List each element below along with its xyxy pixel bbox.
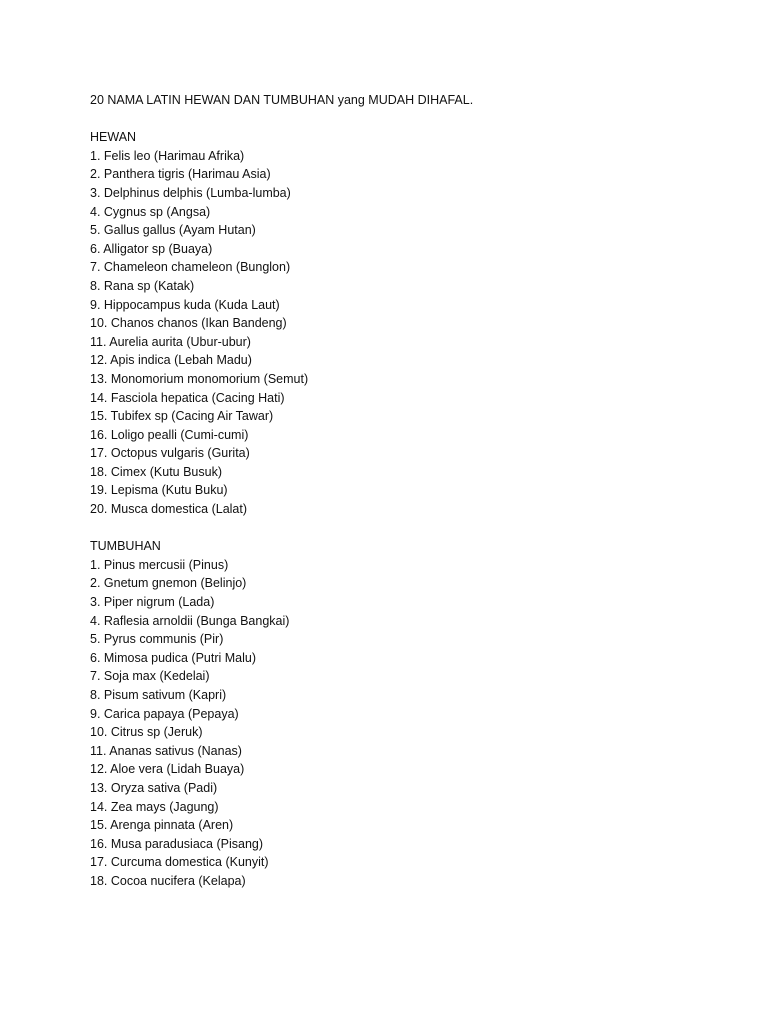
list-item: 12. Apis indica (Lebah Madu) <box>90 353 252 368</box>
list-item: 12. Aloe vera (Lidah Buaya) <box>90 762 245 777</box>
list-item: 6. Alligator sp (Buaya) <box>90 241 213 256</box>
list-item: 14. Fasciola hepatica (Cacing Hati) <box>90 390 285 405</box>
list-item: 16. Musa paradusiaca (Pisang) <box>90 836 264 851</box>
plant-list <box>90 556 730 891</box>
spacer <box>90 110 730 129</box>
list-item: 5. Gallus gallus (Ayam Hutan) <box>90 223 256 238</box>
list-item: 2. Panthera tigris (Harimau Asia) <box>90 167 271 182</box>
animal-list <box>90 147 730 519</box>
spacer <box>90 519 730 538</box>
list-item: 8. Pisum sativum (Kapri) <box>90 688 227 702</box>
section-heading: HEWAN <box>90 130 137 145</box>
list-item: 16. Loligo pealli (Cumi-cumi) <box>90 427 249 442</box>
list-item: 18. Cimex (Kutu Busuk) <box>90 464 222 479</box>
list-item: 4. Cygnus sp (Angsa) <box>90 204 211 219</box>
section-heading: TUMBUHAN <box>90 539 161 554</box>
list-item: 13. Oryza sativa (Padi) <box>90 780 218 795</box>
list-item: 6. Mimosa pudica (Putri Malu) <box>90 650 257 665</box>
section-hewan <box>90 128 730 518</box>
list-item: 7. Chameleon chameleon (Bunglon) <box>90 260 291 275</box>
list-item: 1. Pinus mercusii (Pinus) <box>90 557 229 572</box>
list-item: 3. Piper nigrum (Lada) <box>90 595 215 610</box>
list-item: 4. Raflesia arnoldii (Bunga Bangkai) <box>90 613 290 628</box>
list-item: 5. Pyrus communis (Pir) <box>90 632 224 647</box>
list-item: 10. Citrus sp (Jeruk) <box>90 725 203 740</box>
list-item: 17. Octopus vulgaris (Gurita) <box>90 446 250 461</box>
list-item: 15. Arenga pinnata (Aren) <box>90 818 234 833</box>
list-item: 13. Monomorium monomorium (Semut) <box>90 371 309 386</box>
document-title: 20 NAMA LATIN HEWAN DAN TUMBUHAN yang MUDAH DIHAFAL. <box>90 93 474 107</box>
list-item: 17. Curcuma domestica (Kunyit) <box>90 855 269 870</box>
document-page <box>90 91 730 891</box>
list-item: 8. Rana sp (Katak) <box>90 278 195 293</box>
list-item: 9. Hippocampus kuda (Kuda Laut) <box>90 297 280 312</box>
list-item: 15. Tubifex sp (Cacing Air Tawar) <box>90 409 274 424</box>
list-item: 18. Cocoa nucifera (Kelapa) <box>90 873 246 888</box>
list-item: 3. Delphinus delphis (Lumba-lumba) <box>90 185 291 200</box>
list-item: 11. Ananas sativus (Nanas) <box>90 743 242 758</box>
list-item: 20. Musca domestica (Lalat) <box>90 502 248 517</box>
list-item: 19. Lepisma (Kutu Buku) <box>90 483 228 498</box>
list-item: 7. Soja max (Kedelai) <box>90 669 210 684</box>
list-item: 14. Zea mays (Jagung) <box>90 799 219 814</box>
list-item: 10. Chanos chanos (Ikan Bandeng) <box>90 316 287 331</box>
section-tumbuhan <box>90 537 730 890</box>
list-item: 9. Carica papaya (Pepaya) <box>90 706 239 721</box>
list-item: 1. Felis leo (Harimau Afrika) <box>90 148 245 163</box>
list-item: 2. Gnetum gnemon (Belinjo) <box>90 576 247 591</box>
list-item: 11. Aurelia aurita (Ubur-ubur) <box>90 334 251 349</box>
